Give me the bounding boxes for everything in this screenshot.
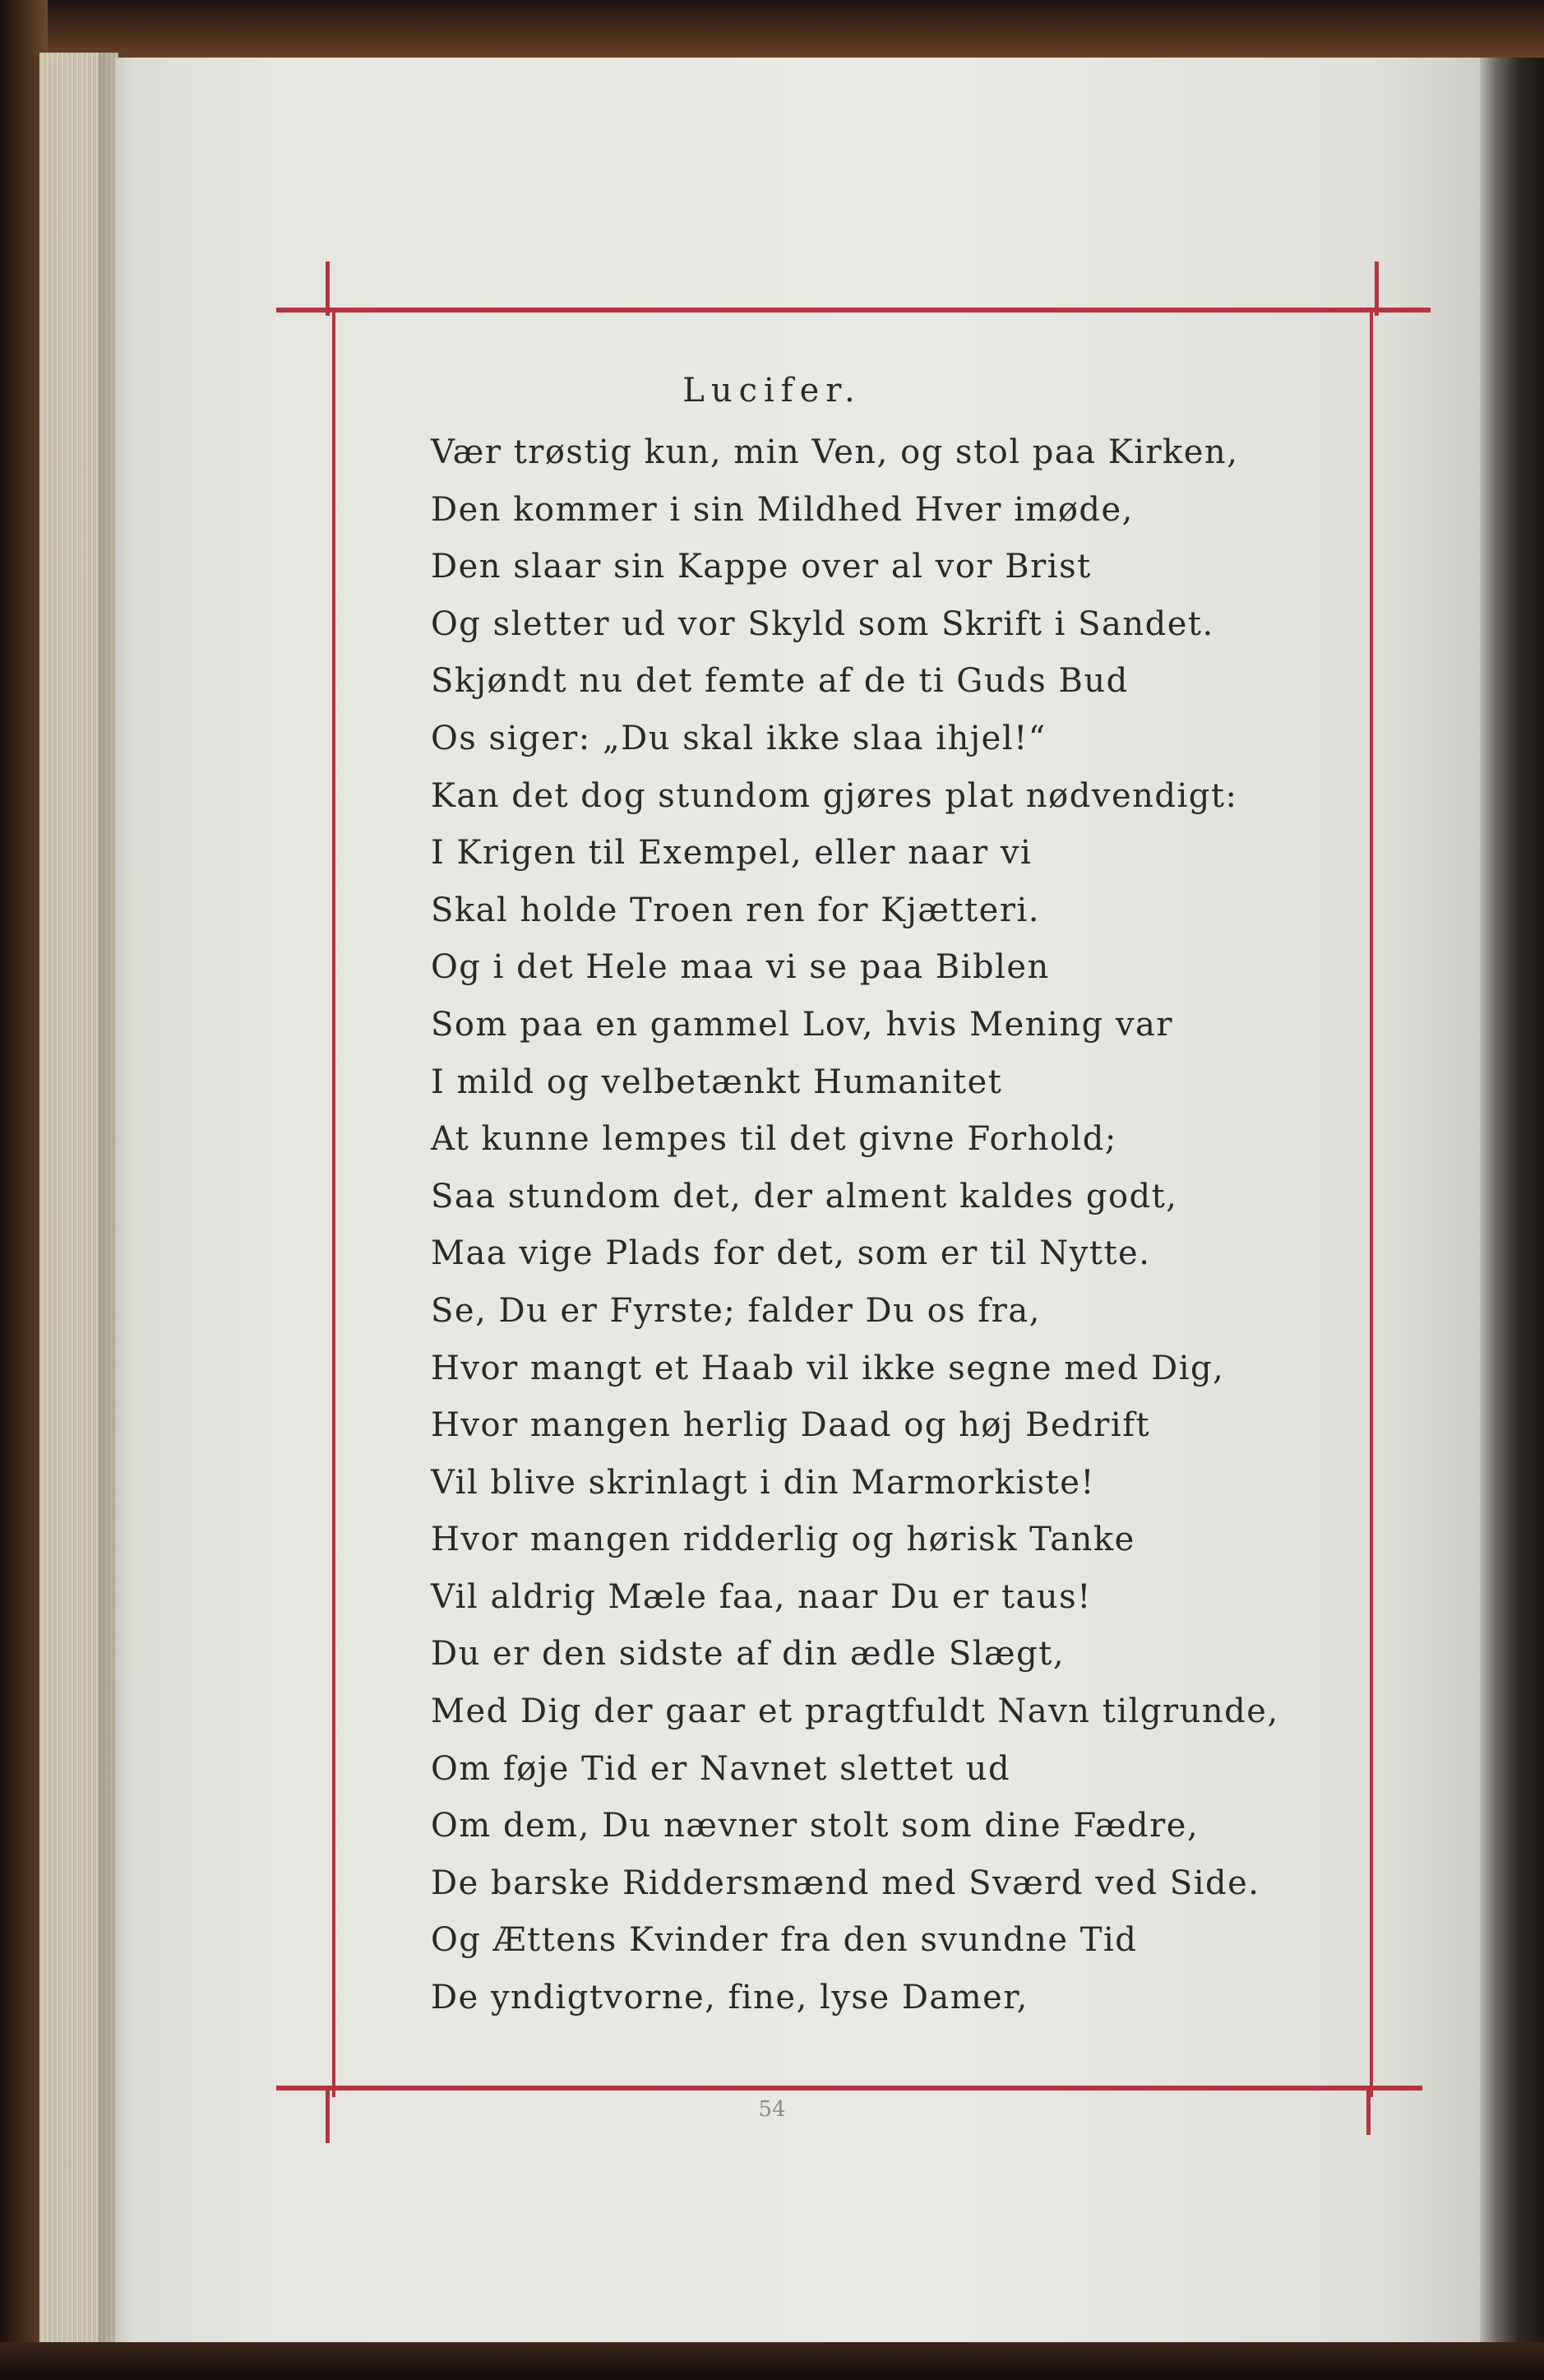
verse-line: Den slaar sin Kappe over al vor Brist (431, 548, 1092, 586)
verse-line: Om dem, Du nævner stolt som dine Fædre, (431, 1807, 1200, 1845)
verse-line: I mild og velbetænkt Humanitet (431, 1063, 1003, 1101)
verse-line: At kunne lempes til det givne Forhold; (431, 1120, 1117, 1159)
verse-line: Skal holde Troen ren for Kjætteri. (431, 891, 1040, 929)
frame-rule-right (1370, 308, 1373, 2097)
page-title: Lucifer. (682, 372, 862, 410)
verse-line: De yndigtvorne, fine, lyse Damer, (431, 1979, 1029, 2017)
frame-rule-bottom (276, 2086, 1422, 2091)
frame-rule-left (332, 308, 335, 2097)
verse-line: Og sletter ud vor Skyld som Skrift i Sandet. (431, 604, 1214, 643)
verse-line: Kan det dog stundom gjøres plat nødvendigt: (431, 776, 1238, 815)
frame-rule-top (276, 308, 1431, 313)
verse-line: Hvor mangen herlig Daad og høj Bedrift (431, 1406, 1151, 1445)
book-cover-bottom-edge (0, 2342, 1544, 2380)
verse-line: Og Ættens Kvinder fra den svundne Tid (431, 1921, 1138, 1960)
verse-line: Se, Du er Fyrste; falder Du os fra, (431, 1291, 1041, 1330)
verse-line: Den kommer i sin Mildhed Hver imøde, (431, 490, 1134, 529)
verse-line: Skjøndt nu det femte af de ti Guds Bud (431, 662, 1129, 701)
verse-line: Vil blive skrinlagt i din Marmorkiste! (431, 1463, 1095, 1502)
frame-rule-top-left-tick (326, 262, 330, 316)
verse-line: De barske Riddersmænd med Sværd ved Side. (431, 1864, 1260, 1902)
verse-line: Saa stundom det, der alment kaldes godt, (431, 1177, 1178, 1215)
verse-line: Maa vige Plads for det, som er til Nytte. (431, 1234, 1151, 1273)
verse-line: Os siger: „Du skal ikke slaa ihjel!“ (431, 719, 1047, 757)
verse-line: Hvor mangen ridderlig og hørisk Tanke (431, 1521, 1135, 1559)
verse-line: Vil aldrig Mæle faa, naar Du er taus! (431, 1577, 1092, 1616)
verse-line: Og i det Hele maa vi se paa Biblen (431, 948, 1050, 987)
book-cover-top-edge (0, 0, 1544, 58)
page-number: 54 (758, 2097, 786, 2122)
verse-line: Med Dig der gaar et pragtfuldt Navn tilgrunde, (431, 1692, 1279, 1731)
verse-line: Du er den sidste af din ædle Slægt, (431, 1635, 1066, 1674)
verse-line: Hvor mangt et Haab vil ikke segne med Dig, (431, 1349, 1225, 1387)
frame-rule-top-right-tick (1375, 262, 1379, 316)
verse-lines (431, 428, 1335, 2030)
verse-line: Vær trøstig kun, min Ven, og stol paa Kirken, (431, 433, 1239, 471)
verse-line: I Krigen til Exempel, eller naar vi (431, 834, 1033, 873)
verse-line: Som paa en gammel Lov, hvis Mening var (431, 1005, 1173, 1044)
verse-line: Om føje Tid er Navnet slettet ud (431, 1749, 1011, 1788)
